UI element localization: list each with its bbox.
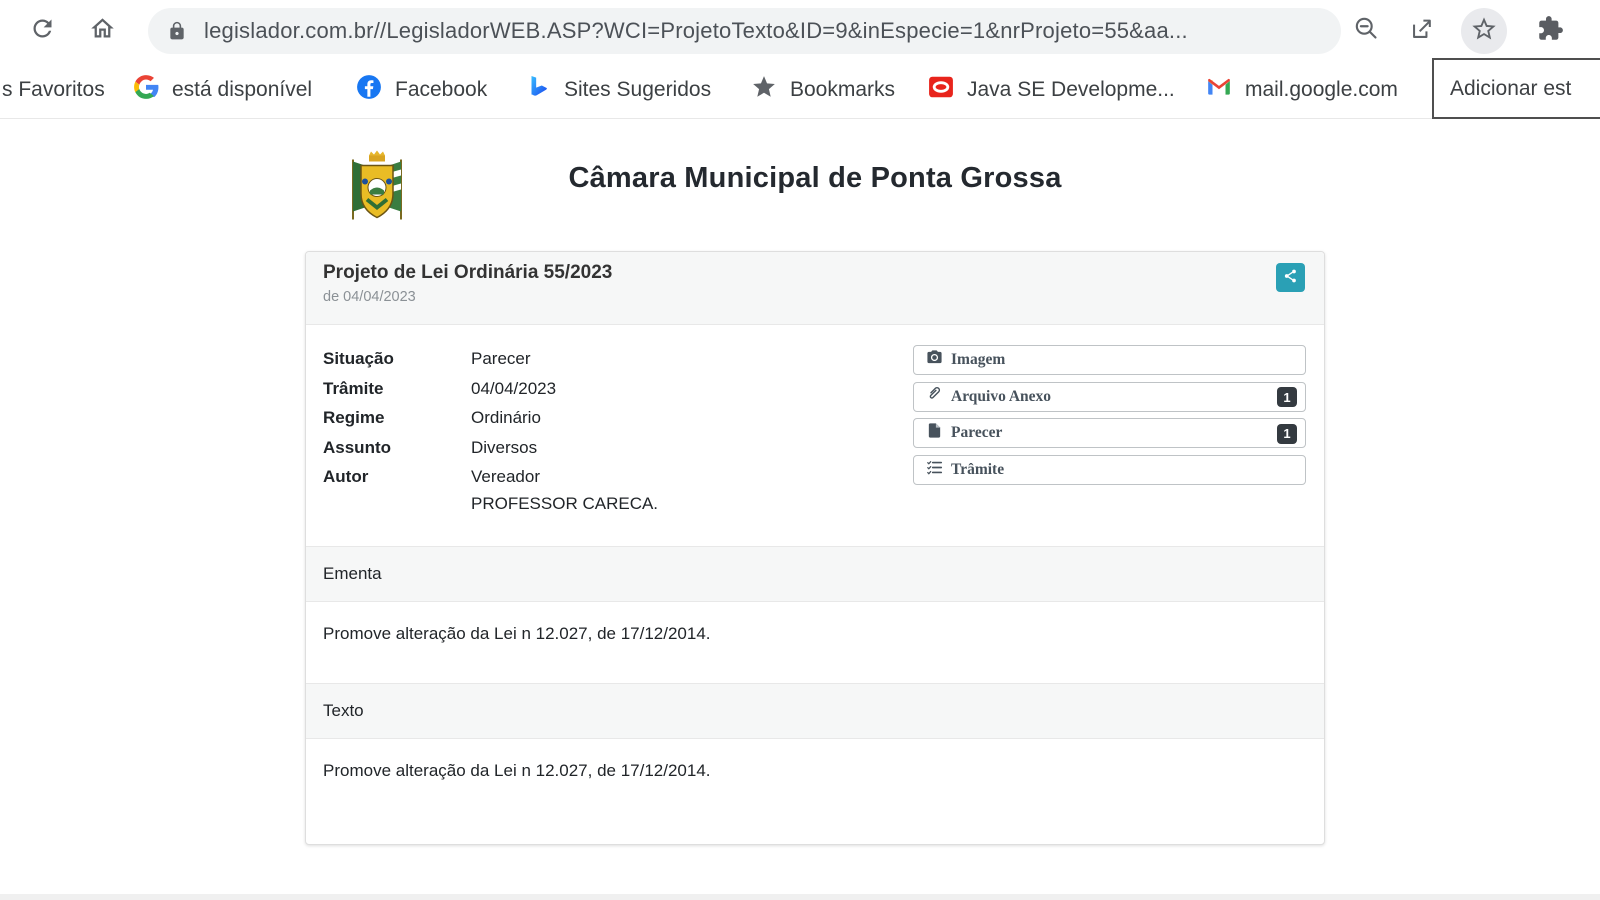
bookmark-add-box[interactable] <box>1432 58 1600 119</box>
field-value: Vereador <box>471 467 540 486</box>
bookmark-item-esta-disponivel[interactable] <box>133 62 312 118</box>
count-badge: 1 <box>1277 387 1297 407</box>
field-row-assunto <box>323 433 658 463</box>
action-label: Trâmite <box>951 460 1005 478</box>
bookmark-item-sites-sugeridos[interactable] <box>525 62 711 118</box>
field-row-autor <box>323 462 658 492</box>
texto-text: Promove alteração da Lei n 12.027, de 17/12/2014. <box>323 761 711 780</box>
bookmark-label: Sites Sugeridos <box>564 78 712 101</box>
field-value: Diversos <box>471 437 538 457</box>
browser-toolbar <box>0 0 1600 62</box>
parecer-button[interactable] <box>913 418 1306 448</box>
field-row-situacao <box>323 344 658 374</box>
tasks-list-icon <box>926 459 943 481</box>
field-value: Ordinário <box>471 408 541 427</box>
lock-icon <box>167 21 187 41</box>
zoom-button[interactable] <box>1346 11 1386 51</box>
field-label: Situação <box>323 349 394 368</box>
section-title: Texto <box>323 701 364 720</box>
bookmarks-bar <box>0 62 1600 119</box>
bookmark-page-button[interactable] <box>1461 8 1507 54</box>
tramite-button[interactable] <box>913 455 1306 485</box>
field-label: Trâmite <box>323 378 384 398</box>
reload-button[interactable] <box>22 11 62 51</box>
project-date: de 04/04/2023 <box>323 289 416 305</box>
star-outline-icon <box>1470 15 1498 48</box>
page-title: Câmara Municipal de Ponta Grossa <box>568 162 1062 194</box>
add-box-label: Adicionar est <box>1450 76 1572 100</box>
action-label: Parecer <box>951 424 1003 441</box>
card-header <box>306 252 1324 325</box>
imagem-button[interactable] <box>913 345 1306 375</box>
field-label: Regime <box>323 408 385 427</box>
send-icon <box>1409 15 1436 47</box>
reload-icon <box>29 15 56 47</box>
bookmark-label: Java SE Developme... <box>967 78 1175 101</box>
field-list <box>323 344 658 515</box>
ementa-text: Promove alteração da Lei n 12.027, de 17/12/2014. <box>323 624 711 643</box>
field-label: Assunto <box>323 437 391 457</box>
bookmark-item-facebook[interactable] <box>356 62 487 118</box>
share-button[interactable] <box>1276 263 1305 292</box>
share-alt-icon <box>1283 268 1299 287</box>
bookmark-label: está disponível <box>172 78 313 101</box>
google-icon <box>133 74 159 106</box>
share-page-button[interactable] <box>1402 11 1442 51</box>
bookmark-label: mail.google.com <box>1245 78 1398 101</box>
field-row-tramite <box>323 374 658 404</box>
home-button[interactable] <box>82 11 122 51</box>
page-content <box>0 120 1600 900</box>
project-card <box>305 251 1325 845</box>
field-label: Autor <box>323 467 369 486</box>
bottom-strip <box>0 894 1600 900</box>
gmail-icon <box>1206 74 1232 106</box>
action-buttons <box>913 345 1306 491</box>
bookmark-label: Bookmarks <box>790 78 896 101</box>
action-label: Arquivo Anexo <box>951 387 1052 405</box>
file-icon <box>926 422 943 444</box>
ementa-section-header <box>306 546 1324 602</box>
oracle-icon <box>928 74 954 106</box>
home-icon <box>89 15 116 47</box>
project-title: Projeto de Lei Ordinária 55/2023 <box>323 262 613 283</box>
extensions-button[interactable] <box>1530 11 1570 51</box>
field-value: Parecer <box>471 349 531 368</box>
bookmark-item-favoritos[interactable] <box>2 62 105 118</box>
count-badge: 1 <box>1277 424 1297 444</box>
action-label: Imagem <box>951 351 1006 368</box>
bookmark-label: s Favoritos <box>2 78 105 101</box>
texto-section-header <box>306 683 1324 739</box>
paperclip-icon <box>926 386 943 408</box>
zoom-out-icon <box>1353 15 1380 47</box>
bookmark-label: Facebook <box>395 78 488 101</box>
star-filled-icon <box>751 74 777 106</box>
field-row-regime <box>323 403 658 433</box>
facebook-icon <box>356 74 382 106</box>
arquivo-anexo-button[interactable] <box>913 382 1306 412</box>
bing-icon <box>525 74 551 106</box>
address-bar[interactable] <box>148 8 1341 54</box>
field-value: 04/04/2023 <box>471 378 557 398</box>
bookmark-item-bookmarks[interactable] <box>751 62 895 118</box>
bookmark-item-java-se[interactable] <box>928 62 1175 118</box>
field-value-author-name: PROFESSOR CARECA. <box>471 493 659 513</box>
bookmark-item-mail-google[interactable] <box>1206 62 1398 118</box>
section-title: Ementa <box>323 564 382 583</box>
camera-icon <box>926 349 943 371</box>
extensions-puzzle-icon <box>1537 15 1564 47</box>
url-text[interactable]: legislador.com.br//LegisladorWEB.ASP?WCI=ProjetoTexto&ID=9&inEspecie=1&nrProjeto=55&aa... <box>204 18 1188 43</box>
